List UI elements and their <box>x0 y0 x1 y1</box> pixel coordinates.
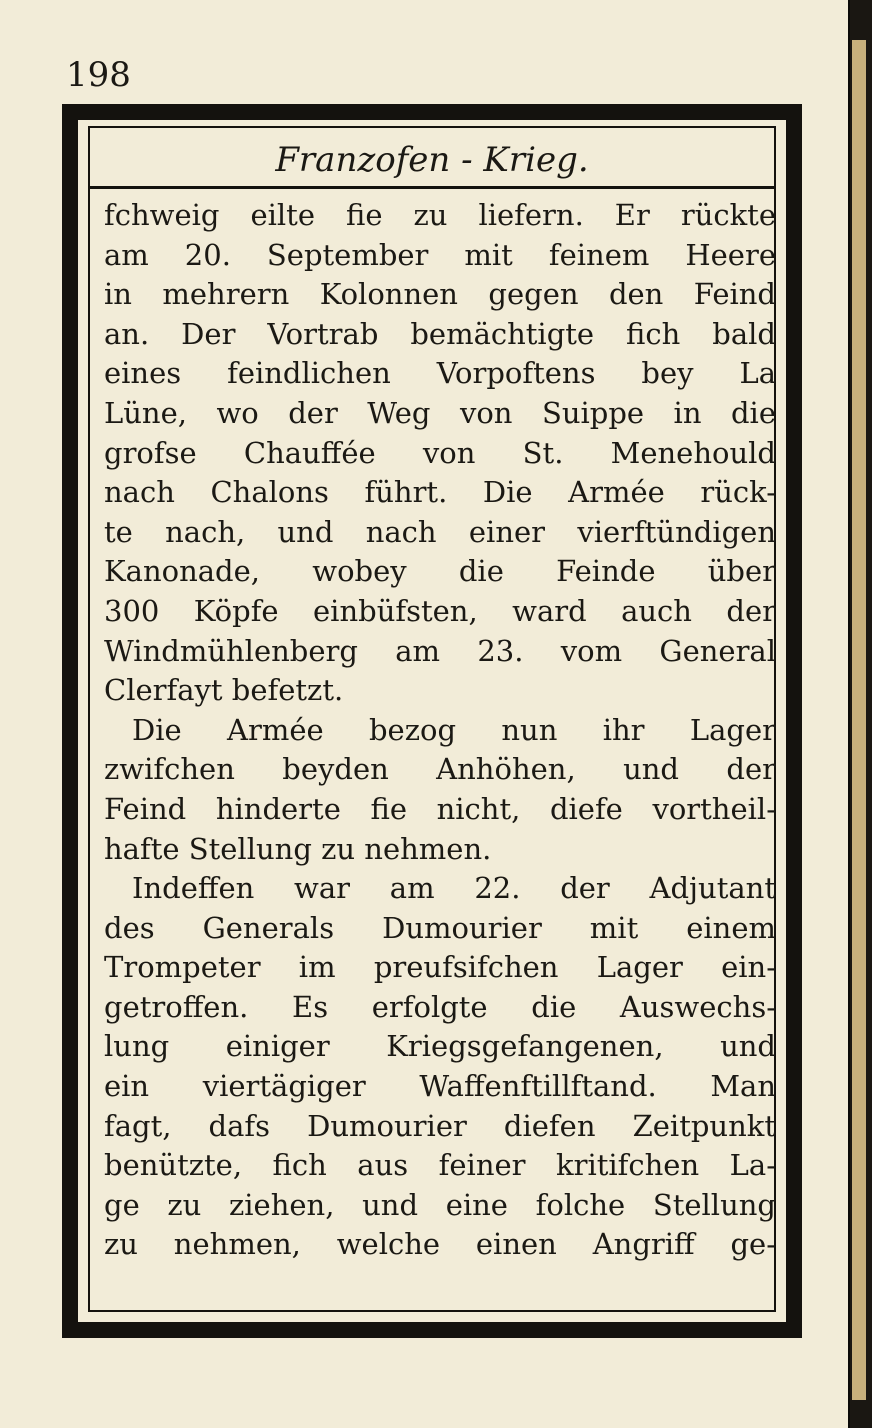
body-text <box>104 196 776 1265</box>
text-line: Feind hinderte fie nicht, diefe vortheil- <box>104 791 776 826</box>
text-line: benützte, fich aus feiner kritifchen La- <box>104 1148 776 1183</box>
text-line: Die Armée bezog nun ihr Lager <box>132 712 776 747</box>
text-line: zwifchen beyden Anhöhen, und der <box>104 752 776 787</box>
running-head: Franzofen - Krieg. <box>275 140 589 180</box>
text-line: nach Chalons führt. Die Armée rück- <box>104 475 776 510</box>
text-line: des Generals Dumourier mit einem <box>104 910 776 945</box>
text-line: eines feindlichen Vorpoftens bey La <box>104 356 776 391</box>
text-line: Kanonade, wobey die Feinde über <box>104 554 776 589</box>
text-line: Windmühlenberg am 23. vom General <box>104 633 776 668</box>
text-line: Lüne, wo der Weg von Suippe in die <box>104 395 776 430</box>
text-line: fagt, dafs Dumourier diefen Zeitpunkt <box>104 1108 776 1143</box>
page-number: 198 <box>66 55 131 95</box>
text-line: am 20. September mit feinem Heere <box>104 237 776 272</box>
text-line: an. Der Vortrab bemächtigte fich bald <box>104 316 776 351</box>
text-line: Clerfayt befetzt. <box>104 673 344 708</box>
text-line: lung einiger Kriegsgefangenen, und <box>104 1029 776 1064</box>
text-line: hafte Stellung zu nehmen. <box>104 831 492 866</box>
text-line: getroffen. Es erfolgte die Auswechs- <box>104 989 776 1024</box>
text-line: ein viertägiger Waffenftillftand. Man <box>104 1069 776 1104</box>
text-line: ge zu ziehen, und eine folche Stellung <box>104 1187 776 1222</box>
text-line: grofse Chauffée von St. Menehould <box>104 435 776 470</box>
text-line: zu nehmen, welche einen Angriff ge- <box>104 1227 776 1262</box>
text-line: fchweig eilte fie zu liefern. Er rückte <box>104 198 776 232</box>
text-line: Indeffen war am 22. der Adjutant <box>132 871 776 906</box>
text-line: 300 Köpfe einbüfsten, ward auch der <box>104 593 776 628</box>
text-line: te nach, und nach einer vierftündigen <box>104 514 776 549</box>
next-page-strip <box>852 40 866 1400</box>
text-line: in mehrern Kolonnen gegen den Feind <box>104 277 776 312</box>
running-head-rule <box>90 186 774 189</box>
text-line: Trompeter im preufsifchen Lager ein- <box>104 950 776 985</box>
